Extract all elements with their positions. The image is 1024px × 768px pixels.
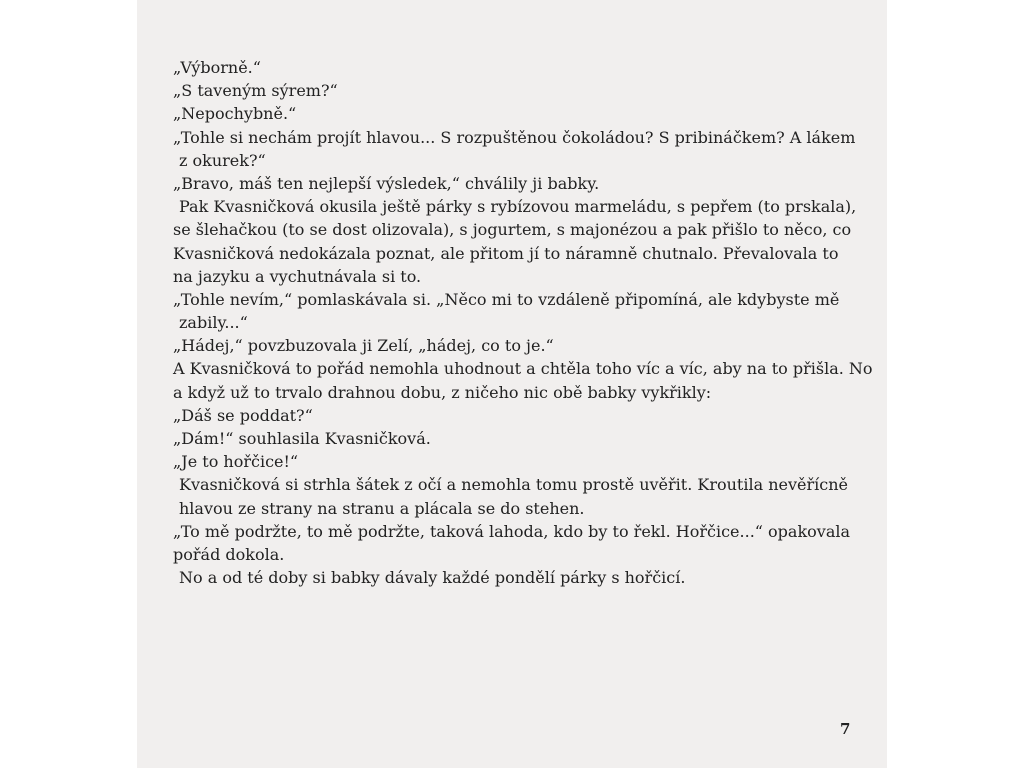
text-line: „Tohle nevím,“ pomlaskávala si. „Něco mi to vzdáleně připomíná, ale kdybyste mě — [173, 289, 840, 309]
text-line: zabily...“ — [179, 313, 248, 333]
text-line: No a od té doby si babky dávaly každé pondělí párky s hořčicí. — [179, 568, 686, 588]
text-line: pořád dokola. — [173, 544, 285, 564]
book-page — [137, 0, 887, 768]
text-line: se šlehačkou (to se dost olizovala), s jogurtem, s majonézou a pak přišlo to něco, co — [173, 220, 852, 240]
text-line: „Tohle si nechám projít hlavou... S rozpuštěnou čokoládou? S pribináčkem? A lákem — [173, 127, 856, 147]
text-line: „Dáš se poddat?“ — [173, 405, 313, 425]
text-line: hlavou ze strany na stranu a plácala se do stehen. — [179, 498, 585, 518]
text-line: „Bravo, máš ten nejlepší výsledek,“ chválily ji babky. — [173, 173, 600, 193]
text-line: A Kvasničková to pořád nemohla uhodnout a chtěla toho víc a víc, aby na to přišla. No — [173, 359, 873, 379]
text-line: „Hádej,“ povzbuzovala ji Zelí, „hádej, co to je.“ — [173, 336, 554, 356]
text-line: „Výborně.“ — [173, 58, 261, 77]
text-line: „Dám!“ souhlasila Kvasničková. — [173, 429, 431, 448]
text-line: „S taveným sýrem?“ — [173, 81, 338, 101]
page-number: 7 — [840, 720, 851, 738]
text-line: na jazyku a vychutnávala si to. — [173, 266, 422, 286]
text-line: Kvasničková si strhla šátek z očí a nemohla tomu prostě uvěřit. Kroutila nevěřícně — [179, 475, 848, 495]
story-text — [173, 56, 873, 589]
text-line: „Je to hořčice!“ — [173, 452, 299, 472]
text-line: „To mě podržte, to mě podržte, taková lahoda, kdo by to řekl. Hořčice...“ opakovala — [173, 521, 851, 541]
text-line: z okurek?“ — [179, 150, 266, 170]
text-line: Pak Kvasničková okusila ještě párky s rybízovou marmeládu, s pepřem (to prskala), — [179, 197, 857, 217]
text-line: „Nepochybně.“ — [173, 104, 297, 124]
text-line: a když už to trvalo drahnou dobu, z ničeho nic obě babky vykřikly: — [173, 382, 712, 402]
text-line: Kvasničková nedokázala poznat, ale přitom jí to náramně chutnalo. Převalovala to — [173, 243, 839, 263]
